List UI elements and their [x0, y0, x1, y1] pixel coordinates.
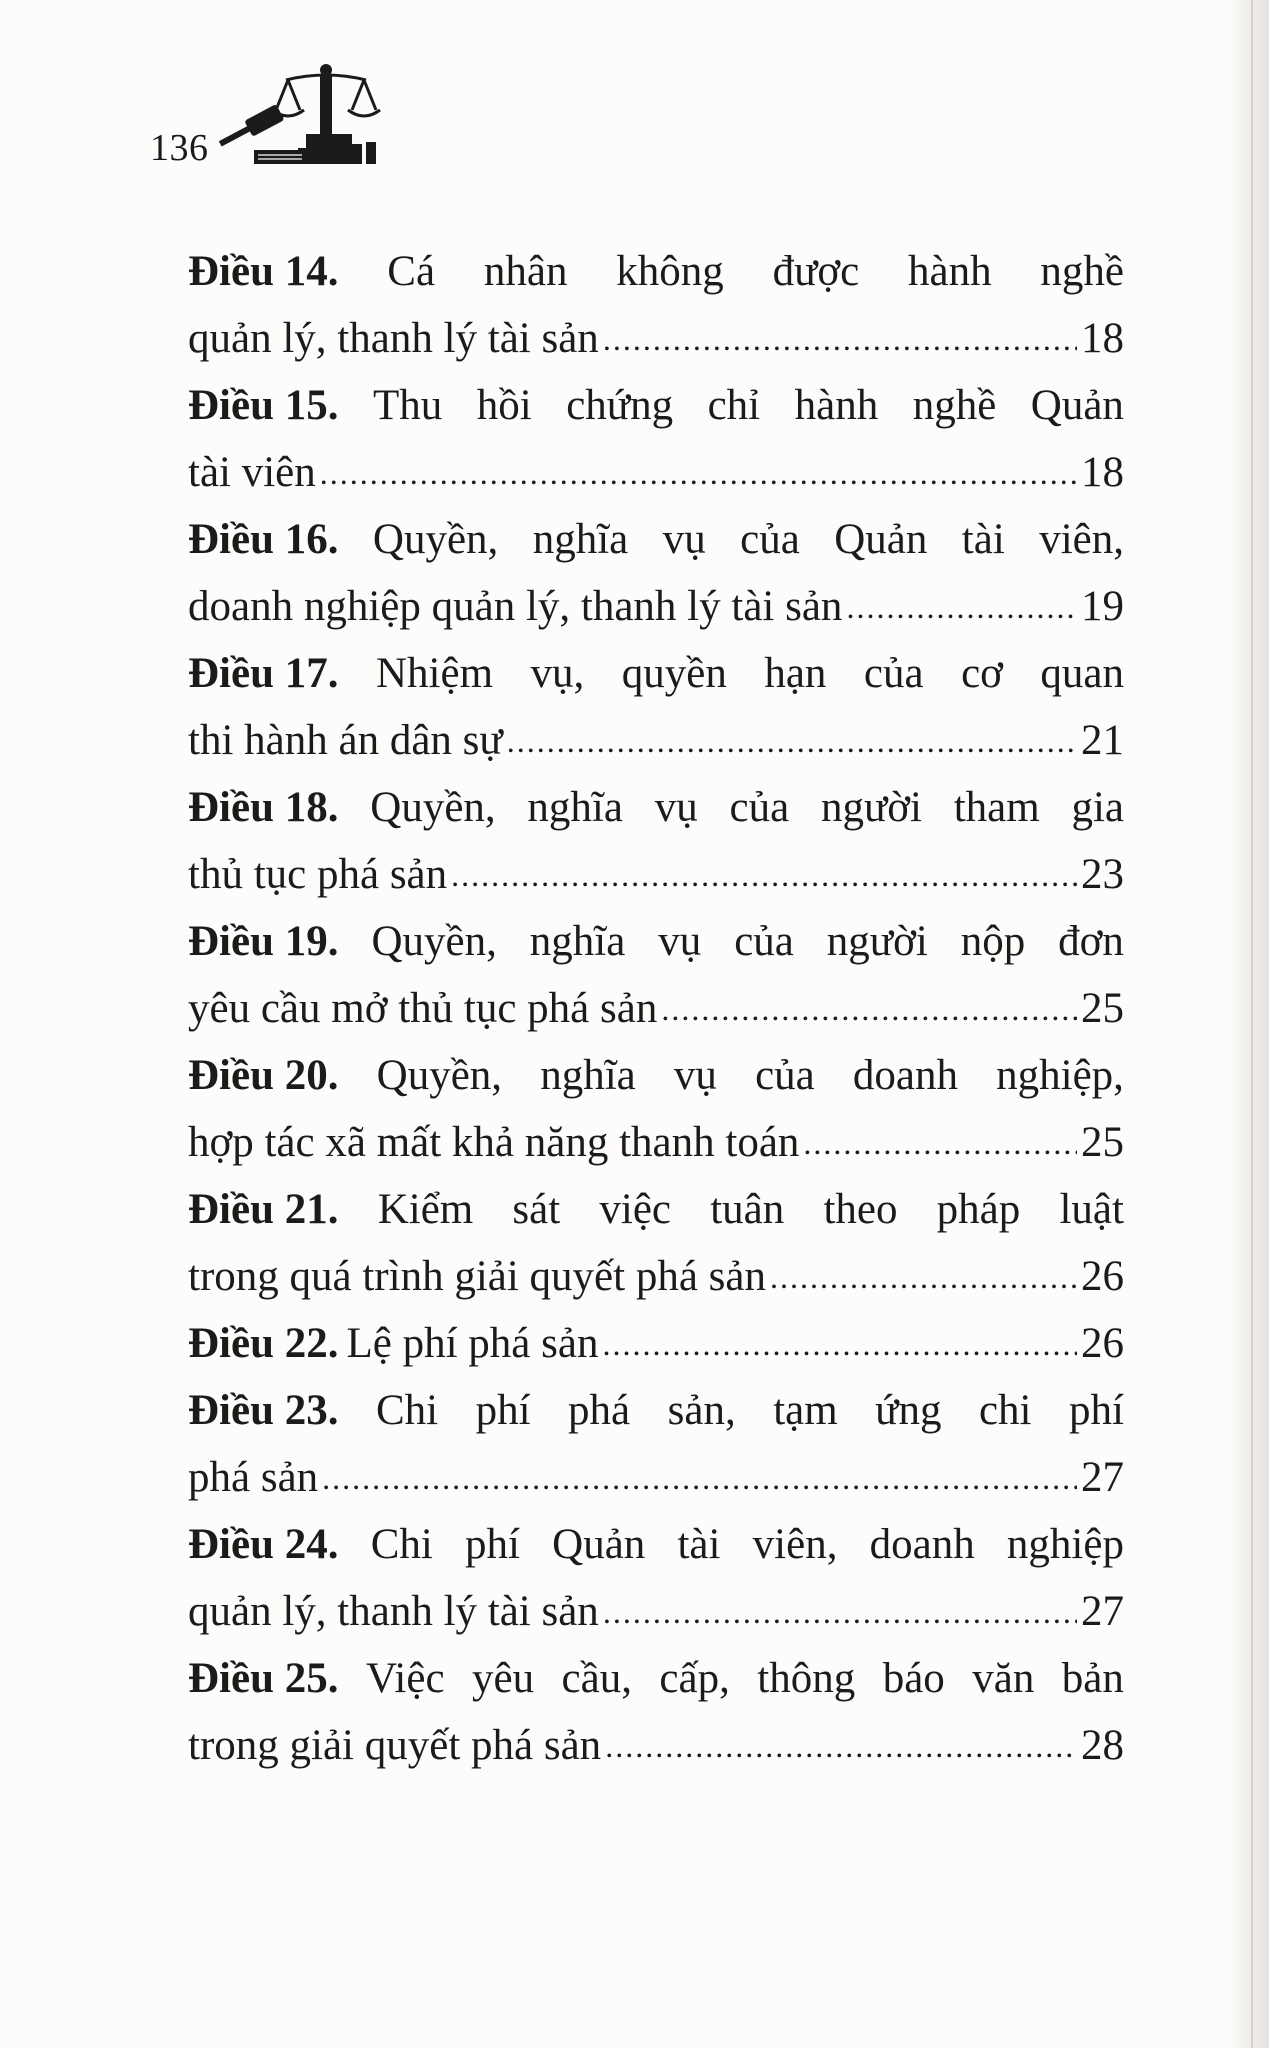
article-number: Điều 25. [188, 1655, 339, 1702]
page-edge-shadow [1229, 0, 1269, 2048]
article-title-continuation: thi hành án dân sự [188, 717, 503, 764]
article-title-word: cấp, [659, 1655, 730, 1702]
article-title-word: vụ [654, 784, 698, 831]
article-title-word: nộp [960, 918, 1026, 965]
article-number: Điều 21. [188, 1186, 339, 1233]
article-title-word: Nhiệm [375, 650, 494, 697]
toc-line [188, 1712, 1124, 1779]
article-title-word: hành [908, 248, 992, 295]
toc-entry [188, 1377, 1124, 1511]
page-header [150, 62, 410, 172]
toc-line [188, 707, 1124, 774]
article-title-word: không [616, 248, 724, 295]
article-title-word: Quyền, [370, 784, 496, 831]
article-title-word: đơn [1058, 918, 1124, 965]
article-title-word: của [755, 1052, 815, 1099]
article-title-word: Quản [834, 516, 928, 563]
article-title-word: hạn [764, 650, 827, 697]
article-title-word: tuân [710, 1186, 785, 1233]
article-title-continuation: yêu cầu mở thủ tục phá sản [188, 985, 658, 1032]
toc-line [188, 1243, 1124, 1310]
toc-line [188, 1109, 1124, 1176]
article-title-word: vụ [662, 516, 706, 563]
toc-entry [188, 1042, 1124, 1176]
article-title-word: nghề [912, 382, 997, 429]
toc-line [188, 1310, 1124, 1377]
scales-of-justice-and-gavel-icon [216, 62, 396, 172]
article-title-continuation: quản lý, thanh lý tài sản [188, 315, 599, 362]
article-title-word: cơ [961, 650, 1003, 697]
page-reference: 19 [1081, 583, 1124, 630]
article-title-word: hồi [476, 382, 532, 429]
article-title-continuation: doanh nghiệp quản lý, thanh lý tài sản [188, 583, 843, 630]
article-title-word: Quản [552, 1521, 646, 1568]
article-title-word: quyền [621, 650, 727, 697]
toc-line [188, 908, 1124, 975]
article-title-continuation: hợp tác xã mất khả năng thanh toán [188, 1119, 800, 1166]
page-reference: 23 [1081, 851, 1124, 898]
toc-line [188, 506, 1124, 573]
page-reference: 25 [1081, 1119, 1124, 1166]
toc-line [188, 1578, 1124, 1645]
article-title-word: của [734, 918, 794, 965]
article-title-word: nhân [483, 248, 568, 295]
article-title-word: Cá [387, 248, 436, 295]
article-title-word: phí [475, 1387, 531, 1434]
article-title-word: Kiểm [377, 1186, 474, 1233]
article-title-word: tham [953, 784, 1040, 831]
toc-entry [188, 908, 1124, 1042]
page-reference: 27 [1081, 1588, 1124, 1635]
article-number: Điều 16. [188, 516, 339, 563]
toc-entry [188, 1511, 1124, 1645]
dot-leader [661, 976, 1077, 1043]
article-title-word: luật [1059, 1186, 1124, 1233]
toc-entry [188, 372, 1124, 506]
dot-leader [602, 1311, 1077, 1378]
article-title-word: thông [757, 1655, 856, 1702]
article-title-word: pháp [936, 1186, 1021, 1233]
article-number: Điều 15. [188, 382, 339, 429]
toc-line [188, 1042, 1124, 1109]
toc-entry [188, 1176, 1124, 1310]
dot-leader [451, 842, 1077, 909]
article-title-continuation: trong quá trình giải quyết phá sản [188, 1253, 766, 1300]
toc-line [188, 975, 1124, 1042]
article-title-word: viên, [752, 1521, 838, 1568]
toc-line [188, 640, 1124, 707]
article-title-word: nghề [1040, 248, 1124, 295]
page-reference: 18 [1081, 315, 1124, 362]
dot-leader [803, 1110, 1077, 1177]
article-title-word: vụ, [530, 650, 585, 697]
dot-leader [603, 306, 1077, 373]
toc-entry [188, 1645, 1124, 1779]
article-title-word: chỉ [707, 382, 761, 429]
article-number: Điều 20. [188, 1052, 339, 1099]
article-title-word: nghiệp [1006, 1521, 1124, 1568]
toc-line [188, 372, 1124, 439]
article-title-word: viên, [1039, 516, 1124, 563]
article-title-word: phí [1068, 1387, 1124, 1434]
article-title-word: người [820, 784, 922, 831]
article-title-word: của [740, 516, 800, 563]
article-title-word: được [772, 248, 860, 295]
article-title-word: theo [823, 1186, 898, 1233]
article-title-word: người [826, 918, 928, 965]
article-title-word: phí [465, 1521, 520, 1568]
article-title-word: yêu [472, 1655, 535, 1702]
article-title-continuation: quản lý, thanh lý tài sản [188, 1588, 599, 1635]
dot-leader [605, 1713, 1077, 1780]
article-title: Lệ phí phá sản [346, 1320, 599, 1367]
article-title-word: ứng [875, 1387, 942, 1434]
article-number: Điều 17. [188, 650, 339, 697]
article-title-word: doanh [869, 1521, 975, 1568]
page-number: 136 [150, 127, 209, 169]
article-title-word: sát [512, 1186, 561, 1233]
toc-entry [188, 774, 1124, 908]
toc-line [188, 841, 1124, 908]
article-title-word: tài [961, 516, 1005, 563]
article-title-word: tài [677, 1521, 721, 1568]
article-title-word: Chi [375, 1387, 439, 1434]
page-reference: 18 [1081, 449, 1124, 496]
article-title-word: nghĩa [532, 516, 629, 563]
article-title-word: cầu, [561, 1655, 632, 1702]
article-number: Điều 23. [188, 1387, 339, 1434]
page-reference: 25 [1081, 985, 1124, 1032]
article-title-word: Quản [1030, 382, 1124, 429]
article-title-word: văn [972, 1655, 1035, 1702]
article-title-continuation: phá sản [188, 1454, 319, 1501]
dot-leader [770, 1244, 1077, 1311]
article-title-word: Thu [372, 382, 443, 429]
article-title-word: việc [599, 1186, 672, 1233]
article-title-word: của [863, 650, 924, 697]
toc-line [188, 573, 1124, 640]
toc-entry [188, 506, 1124, 640]
toc-line [188, 1377, 1124, 1444]
article-title-word: Quyền, [371, 918, 497, 965]
article-title-word: phá [568, 1387, 631, 1434]
article-number: Điều 19. [188, 918, 339, 965]
article-title-word: quan [1040, 650, 1124, 697]
article-title-word: vụ [658, 918, 702, 965]
dot-leader [846, 574, 1077, 641]
article-title-word: bản [1061, 1655, 1124, 1702]
page-reference: 27 [1081, 1454, 1124, 1501]
table-of-contents [188, 238, 1124, 1779]
article-title-continuation: trong giải quyết phá sản [188, 1722, 602, 1769]
toc-line [188, 1176, 1124, 1243]
article-title-continuation: thủ tục phá sản [188, 851, 448, 898]
article-title-word: doanh [852, 1052, 958, 1099]
article-number: Điều 22. [188, 1320, 339, 1367]
article-title-continuation: tài viên [188, 449, 316, 496]
toc-line [188, 1444, 1124, 1511]
toc-line [188, 439, 1124, 506]
article-title-word: Quyền, [376, 1052, 503, 1099]
toc-line [188, 1511, 1124, 1578]
article-title-word: nghĩa [540, 1052, 636, 1099]
page-reference: 26 [1081, 1253, 1124, 1300]
toc-entry [188, 1310, 1124, 1377]
article-title-word: vụ [673, 1052, 717, 1099]
article-title-word: tạm [773, 1387, 838, 1434]
article-title-word: hành [794, 382, 879, 429]
toc-line [188, 238, 1124, 305]
article-title-word: của [729, 784, 790, 831]
toc-line [188, 1645, 1124, 1712]
article-title-word: chứng [566, 382, 674, 429]
article-title-word: chi [978, 1387, 1032, 1434]
page-reference: 28 [1081, 1722, 1124, 1769]
article-title-word: nghiệp, [996, 1052, 1124, 1099]
article-number: Điều 14. [188, 248, 339, 295]
article-number: Điều 24. [188, 1521, 339, 1568]
toc-line [188, 305, 1124, 372]
article-title-word: Việc [365, 1655, 445, 1702]
article-title-word: Quyền, [372, 516, 499, 563]
article-title-word: sản, [667, 1387, 736, 1434]
toc-entry [188, 640, 1124, 774]
article-title-word: Chi [370, 1521, 433, 1568]
dot-leader [320, 440, 1077, 507]
dot-leader [603, 1579, 1077, 1646]
dot-leader [322, 1445, 1077, 1512]
page-reference: 21 [1081, 717, 1124, 764]
article-title-word: nghĩa [529, 918, 626, 965]
dot-leader [507, 708, 1077, 775]
toc-line [188, 774, 1124, 841]
article-title-word: gia [1071, 784, 1124, 831]
toc-entry [188, 238, 1124, 372]
page-reference: 26 [1081, 1320, 1124, 1367]
article-number: Điều 18. [188, 784, 339, 831]
page-edge-line [1251, 0, 1253, 2048]
article-title-word: nghĩa [527, 784, 623, 831]
article-title-word: báo [882, 1655, 945, 1702]
